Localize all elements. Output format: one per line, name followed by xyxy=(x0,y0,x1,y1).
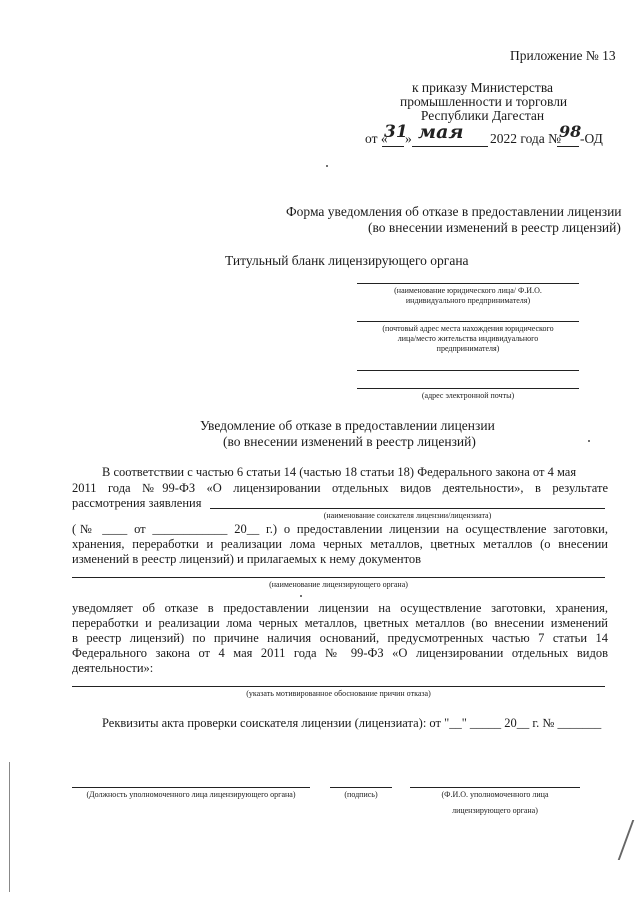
authority-name-line[interactable] xyxy=(72,577,605,578)
date-suffix: -ОД xyxy=(580,131,603,146)
scan-edge-artifact xyxy=(9,762,10,892)
notice-title-line-2: (во внесении изменений в реестр лицензий) xyxy=(223,434,476,449)
body-p1-line-1: В соответствии с частью 6 статьи 14 (частью 18 статьи 18) Федерального закона от 4 мая xyxy=(102,465,577,479)
authority-name-label: (наименование лицензирующего органа) xyxy=(269,580,408,589)
fio-label-1: (Ф.И.О. уполномоченного лица xyxy=(441,790,549,799)
recipient-extra-line[interactable] xyxy=(357,370,579,371)
body-p3-line-3: в реестр лицензий) по причине наличия оснований, предусмотренных частью 7 статьи 14 xyxy=(72,631,608,645)
date-year: 2022 года № xyxy=(490,131,562,146)
date-day-handwritten: 31 xyxy=(384,122,408,142)
form-title-line-2: (во внесении изменений в реестр лицензий) xyxy=(368,220,621,235)
signature-label: (подпись) xyxy=(344,790,378,799)
form-title-line-1: Форма уведомления об отказе в предоставлении лицензии xyxy=(286,204,622,219)
recipient-address-label-1: (почтовый адрес места нахождения юридического xyxy=(382,324,554,333)
applicant-name-line[interactable] xyxy=(210,508,605,509)
body-p3-line-2: переработки и реализации лома черных металлов, цветных металлов (во внесении изменений xyxy=(72,616,608,630)
body-p2-line-1: (№ ____ от ____________ 20__ г.) о предоставлении лицензии на осуществление заготовки, xyxy=(72,522,608,536)
body-p1-line-3: рассмотрения заявления xyxy=(72,496,202,510)
body-p2-line-3: изменений в реестр лицензий) и прилагаемых к нему документов xyxy=(72,552,422,566)
date-separator: » xyxy=(405,131,412,146)
recipient-email-label: (адрес электронной почты) xyxy=(421,391,515,400)
fio-line[interactable] xyxy=(410,787,580,788)
scan-speck xyxy=(300,595,302,597)
signature-line[interactable] xyxy=(330,787,392,788)
date-month-underline xyxy=(412,146,488,147)
body-p3-line-5: деятельности»: xyxy=(72,661,154,675)
inspection-details-line: Реквизиты акта проверки соискателя лицензии (лицензиата): от "__" _____ 20__ г. № _______ xyxy=(102,716,602,730)
order-line-2: промышленности и торговли xyxy=(400,94,568,109)
fio-label-2: лицензирующего органа) xyxy=(452,806,538,815)
body-p2-line-2: хранения, переработки и реализации лома черных металлов, цветных металлов (о внесении xyxy=(72,537,608,551)
recipient-name-line[interactable] xyxy=(357,283,579,284)
reason-line[interactable] xyxy=(72,686,605,687)
recipient-name-label-2: индивидуального предпринимателя) xyxy=(405,296,531,305)
notice-title-line-1: Уведомление об отказе в предоставлении лицензии xyxy=(200,418,495,433)
scan-speck xyxy=(326,165,328,167)
recipient-address-label-2: лица/место жительства индивидуального xyxy=(397,334,539,343)
reason-label: (указать мотивированное обоснование причин отказа) xyxy=(246,689,431,698)
scan-speck xyxy=(588,440,590,442)
date-month-handwritten: мая xyxy=(418,121,464,143)
body-p3-line-1: уведомляет об отказе в предоставлении лицензии на осуществление заготовки, хранения, xyxy=(72,601,608,615)
date-day-underline xyxy=(382,146,404,147)
body-p1-line-2: 2011 года №99-ФЗ «О лицензировании отдельных видов деятельности», в результате xyxy=(72,481,608,495)
recipient-email-line[interactable] xyxy=(357,388,579,389)
recipient-address-line[interactable] xyxy=(357,321,579,322)
title-blank-label: Титульный бланк лицензирующего органа xyxy=(225,253,469,268)
applicant-name-label: (наименование соискателя лицензии/лицензиата) xyxy=(323,511,492,520)
order-number-handwritten: 98 xyxy=(559,122,582,141)
order-number-underline xyxy=(557,146,579,147)
body-p3-line-4: Федерального закона от 4 мая 2011 года № 99-ФЗ «О лицензировании отдельных видов xyxy=(72,646,608,660)
recipient-name-label-1: (наименование юридического лица/ Ф.И.О. xyxy=(394,286,542,295)
order-line-1: к приказу Министерства xyxy=(411,80,554,95)
date-prefix: от « xyxy=(365,131,388,146)
recipient-address-label-3: предпринимателя) xyxy=(436,344,500,353)
appendix-number: Приложение № 13 xyxy=(510,48,616,63)
scan-edge-artifact xyxy=(618,820,635,860)
position-line[interactable] xyxy=(72,787,310,788)
order-line-3: Республики Дагестан xyxy=(420,108,545,123)
position-label: (Должность уполномоченного лица лицензирующего органа) xyxy=(86,790,296,799)
